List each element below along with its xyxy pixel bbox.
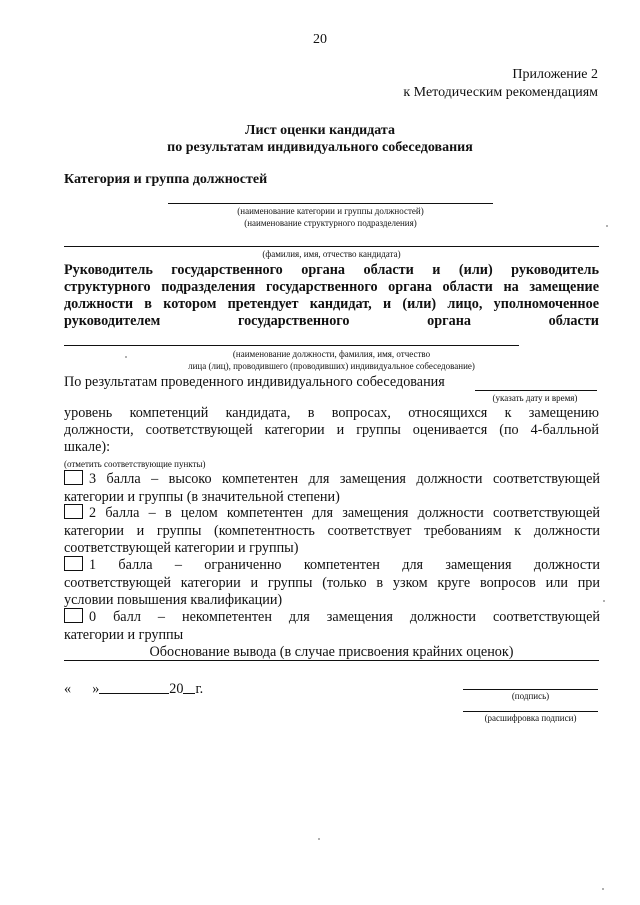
head-paragraph-line-1: Руководитель государственного органа области и (или) руководитель <box>64 262 599 278</box>
option-2-checkbox[interactable] <box>64 504 83 519</box>
date-time-field-line[interactable] <box>475 390 597 391</box>
scan-speck <box>603 600 605 602</box>
option-3-line-1 <box>64 470 600 489</box>
date-line <box>64 681 203 698</box>
candidate-name-hint: (фамилия, имя, отчество кандидата) <box>262 249 401 259</box>
head-paragraph-word-4: области <box>548 313 599 329</box>
option-0-points <box>64 608 600 644</box>
signature-decryption-line[interactable] <box>463 711 598 712</box>
signature-decryption-hint: (расшифровка подписи) <box>484 713 577 723</box>
option-3-checkbox[interactable] <box>64 470 83 485</box>
option-0-line-1 <box>64 608 600 627</box>
document-title: Лист оценки кандидата <box>245 123 395 138</box>
date-open-quote: « <box>64 681 72 697</box>
head-paragraph-word-3: органа <box>427 313 471 329</box>
page-number: 20 <box>313 32 327 47</box>
mark-hint: (отметить соответствующие пункты) <box>64 459 206 469</box>
category-hint: (наименование категории и группы должностей) <box>237 206 424 216</box>
competence-line-2: должности, соответствующей категории и группы оценивается (по 4-балльной <box>64 422 599 438</box>
scan-speck <box>125 356 127 358</box>
category-label: Категория и группа должностей <box>64 172 268 187</box>
option-3-line-2: категории и группы (в значительной степени) <box>64 488 340 505</box>
head-paragraph-line-4 <box>64 313 599 330</box>
justification-line[interactable] <box>64 660 599 661</box>
document-subtitle: по результатам индивидуального собеседования <box>167 140 473 155</box>
option-2-line-1 <box>64 504 600 523</box>
option-2-points <box>64 504 600 558</box>
scan-speck <box>318 838 320 840</box>
date-year-prefix: 20 <box>169 681 184 697</box>
head-paragraph-line-3: должности в котором претендует кандидат, и (или) лицо, уполномоченное <box>64 296 599 312</box>
option-1-points <box>64 556 600 610</box>
appendix-reference: к Методическим рекомендациям <box>403 85 598 100</box>
option-1-checkbox[interactable] <box>64 556 83 571</box>
option-2-line-2: категории и группы (компетентность соответствует требованиям к должности <box>64 522 600 539</box>
head-paragraph-line-2: структурного подразделения государственного органа области на замещение <box>64 279 599 295</box>
interviewer-hint-2: лица (лиц), проводившего (проводивших) индивидуальное собеседование) <box>188 361 475 371</box>
candidate-name-line[interactable] <box>64 246 599 247</box>
scan-speck <box>606 225 608 227</box>
date-year-suffix: г. <box>195 681 204 697</box>
option-1-text-1: 1 балла – ограниченно компетентен для замещения должности <box>89 557 600 573</box>
competence-line-1: уровень компетенций кандидата, в вопросах, относящихся к замещению <box>64 405 599 421</box>
option-0-text-1: 0 балл – некомпетентен для замещения должности соответствующей <box>89 609 600 625</box>
option-2-text-1: 2 балла – в целом компетентен для замещения должности соответствующей <box>89 505 600 521</box>
date-day-month-field[interactable] <box>99 681 169 694</box>
date-time-hint: (указать дату и время) <box>492 393 578 403</box>
appendix-label: Приложение 2 <box>512 67 598 82</box>
interviewer-line[interactable] <box>64 345 519 346</box>
competence-line-3: шкале): <box>64 439 111 455</box>
date-close-quote: » <box>92 681 100 697</box>
option-3-text-1: 3 балла – высоко компетентен для замещения должности соответствующей <box>89 471 600 487</box>
date-year-field[interactable] <box>183 681 195 694</box>
head-paragraph-word-1: руководителем <box>64 313 161 329</box>
category-field-line[interactable] <box>168 203 493 204</box>
head-paragraph-word-2: государственного <box>237 313 350 329</box>
option-3-points <box>64 470 600 506</box>
signature-hint: (подпись) <box>511 691 550 701</box>
scan-speck <box>602 888 604 890</box>
interviewer-hint-1: (наименование должности, фамилия, имя, отчество <box>232 349 431 359</box>
subdivision-hint: (наименование структурного подразделения) <box>244 218 417 228</box>
option-1-line-2: соответствующей категории и группы (только в узком круге вопросов или при <box>64 574 600 591</box>
option-1-line-3: условии повышения квалификации) <box>64 592 283 608</box>
option-0-checkbox[interactable] <box>64 608 83 623</box>
option-0-line-2: категории и группы <box>64 626 184 643</box>
signature-line[interactable] <box>463 689 598 690</box>
option-1-line-1 <box>64 556 600 575</box>
result-intro: По результатам проведенного индивидуального собеседования <box>64 374 445 390</box>
option-2-line-3: соответствующей категории и группы) <box>64 540 299 556</box>
justification-label: Обоснование вывода (в случае присвоения крайних оценок) <box>149 644 514 660</box>
